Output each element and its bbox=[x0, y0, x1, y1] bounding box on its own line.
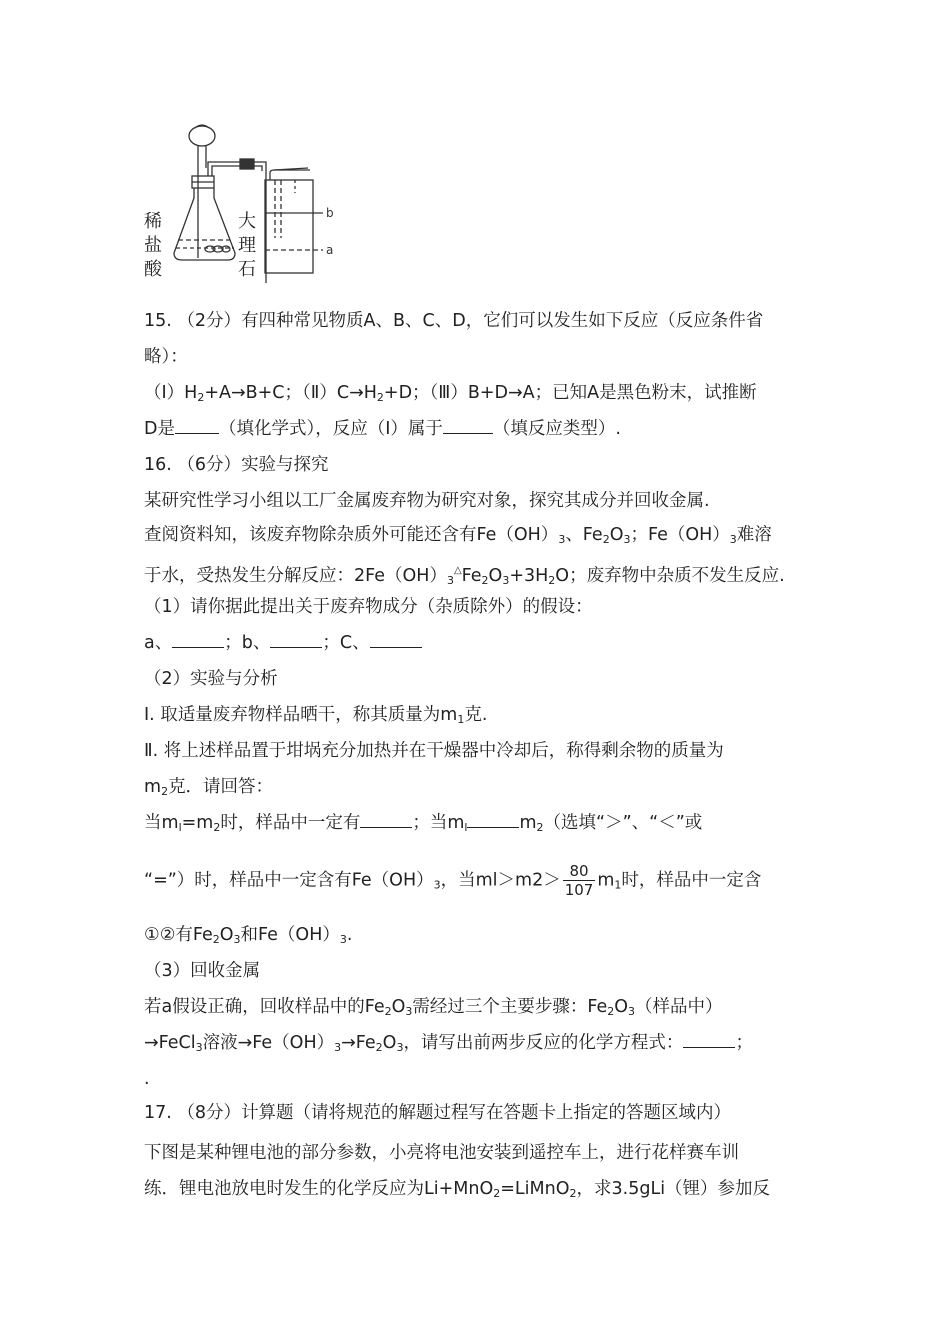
blank-equations[interactable] bbox=[683, 1033, 735, 1048]
q15-question: D是 （填化学式），反应（I）属于 （填反应类型）. bbox=[144, 419, 621, 439]
label-b: b bbox=[326, 206, 334, 220]
q17-line2: 下图是某种锂电池的部分参数，小亮将电池安装到遥控车上，进行花样赛车训 bbox=[144, 1143, 739, 1163]
label-dilute-hcl-2: 盐 bbox=[144, 235, 162, 256]
label-marble-3: 石 bbox=[238, 259, 256, 280]
q17-title: 17. （8分）计算题（请将规范的解题过程写在答题卡上指定的答题区域内） bbox=[144, 1103, 732, 1123]
blank-q15-d[interactable] bbox=[175, 419, 219, 434]
q16-answer-line2: “=”）时，样品中一定含有$Fe(OH)_3$，当ml＞m2＞ $\frac{80}{107}$ $m_1$时，样品中一定含 bbox=[144, 862, 762, 899]
q16-dot: . bbox=[144, 1069, 150, 1089]
q16-recovery-line2: →FeCl$_3$溶液$\to Fe(OH)_3\to Fe_2O_3$，请写出前两步反应的化学方程式： ； bbox=[144, 1033, 753, 1054]
label-marble-1: 大 bbox=[238, 211, 256, 232]
q16-info-line2: 于水，受热发生分解反应：$2Fe(OH)_3^\triangle Fe_2O_3+3H_2O$；废弃物中杂质不发生反应. bbox=[144, 565, 785, 587]
blank-hyp-c[interactable] bbox=[370, 633, 422, 648]
blank-hyp-a[interactable] bbox=[172, 633, 224, 648]
q16-answer-line1: 当$m_l=m_2$时，样品中一定有 ；当$m_l$ $m_2$（选填“＞”、“＜”或 bbox=[144, 813, 703, 834]
q16-step1: Ⅰ. 取适量废弃物样品晒干，称其质量为$m_1$克. bbox=[144, 705, 488, 726]
q16-hypotheses: a、 ；b、 ；C、 bbox=[144, 631, 816, 655]
fraction-80-107: $\frac{80}{107}$ bbox=[564, 862, 594, 899]
q15-stem-line2: 略）： bbox=[144, 347, 188, 367]
label-dilute-hcl-3: 酸 bbox=[144, 259, 162, 280]
q16-answer-line3: ①②有$Fe_2O_3$和$Fe(OH)_3$. bbox=[144, 925, 353, 946]
label-dilute-hcl-1: 稀 bbox=[144, 211, 162, 232]
blank-hyp-b[interactable] bbox=[270, 633, 322, 648]
q16-step2-line2: $m_2$克．请回答： bbox=[144, 777, 274, 798]
q16-part3: （3）回收金属 bbox=[144, 961, 261, 981]
q16-step2-line1: Ⅱ. 将上述样品置于坩埚充分加热并在干燥器中冷却后，称得剩余物的质量为 bbox=[144, 741, 724, 761]
q16-info-line1: 查阅资料知，该废弃物除杂质外可能还含有$Fe(OH)_3$、$Fe_2O_3$；$Fe(OH)_3$难溶 bbox=[144, 525, 772, 546]
blank-q15-type[interactable] bbox=[443, 419, 493, 434]
q17-line3: 练．锂电池放电时发生的化学反应为Li+MnO$_2$=LiMnO$_2$，求3.5gLi（锂）参加反 bbox=[144, 1179, 771, 1200]
q16-title: 16. （6分）实验与探究 bbox=[144, 455, 329, 475]
q16-recovery-line1: 若a假设正确，回收样品中的$Fe_2O_3$需经过三个主要步骤：$Fe_2O_3$（样品中） bbox=[144, 997, 723, 1018]
blank-ans-1[interactable] bbox=[360, 813, 412, 828]
label-marble-2: 理 bbox=[238, 235, 256, 256]
q16-part1: （1）请你据此提出关于废弃物成分（杂质除外）的假设： bbox=[144, 597, 593, 617]
q15-reactions: $(I)H_2+A\to B+C$；$(Ⅱ)C\to H_2+D$；（Ⅲ）B+D→A；已知A是黑色粉末，试推断 bbox=[144, 383, 757, 404]
q15-stem-line1: 15. （2分）有四种常见物质A、B、C、D，它们可以发生如下反应（反应条件省 bbox=[144, 311, 764, 331]
label-a: a bbox=[326, 243, 334, 257]
blank-ans-2[interactable] bbox=[467, 813, 519, 828]
q16-intro: 某研究性学习小组以工厂金属废弃物为研究对象，探究其成分并回收金属. bbox=[144, 491, 710, 511]
q16-part2: （2）实验与分析 bbox=[144, 669, 278, 689]
